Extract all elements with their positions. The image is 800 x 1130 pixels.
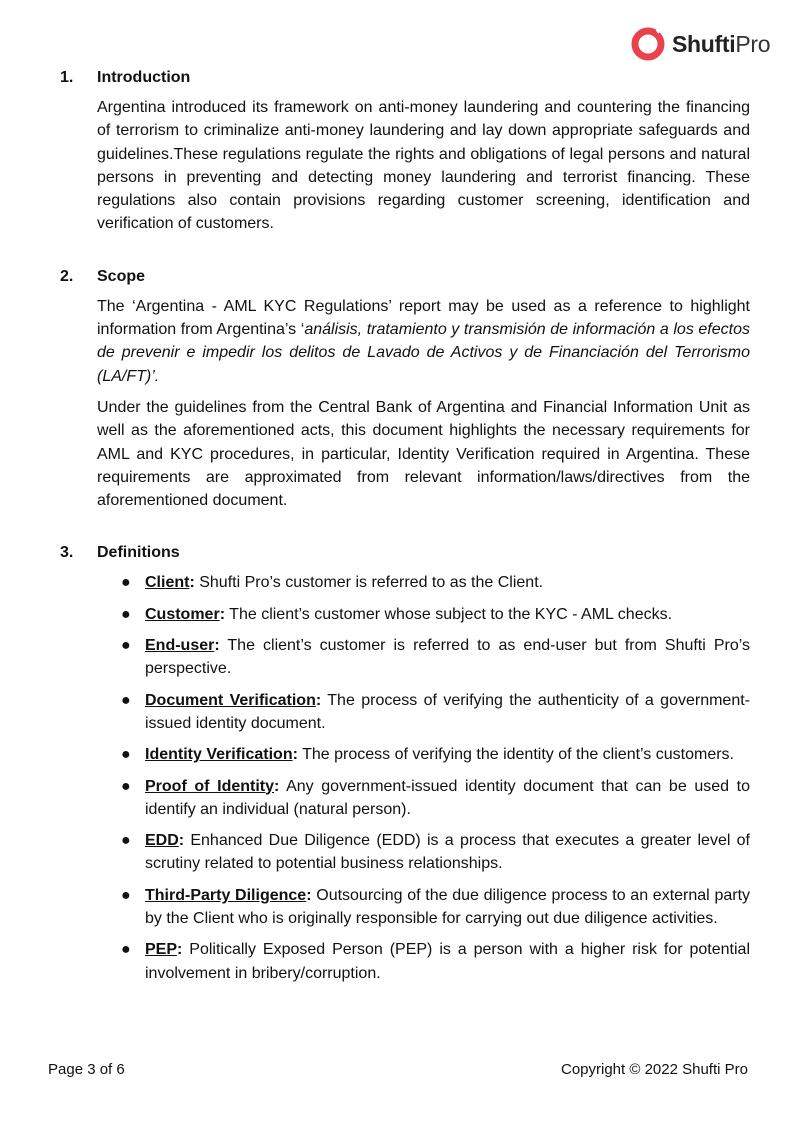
definitions-list <box>97 571 750 984</box>
section-heading <box>60 542 750 564</box>
intro-paragraph: Argentina introduced its framework on anti-money laundering and countering the financing of terrorism to criminalize anti-money laundering and lay down appropriate safeguards and guidelines.These regulations regulate the rights and obligations of legal persons and natural persons in preventing and detecting money laundering and terrorist financing. These regulations also contain provisions regarding customer screening, identification and verification of customers. <box>97 99 750 233</box>
logo-wordmark: ShuftiPro <box>672 30 771 57</box>
section-title: Scope <box>97 267 146 285</box>
scope-paragraph-1: The ‘Argentina - AML KYC Regulations’ report may be used as a reference to highlight information from Argentina’s ‘análisis, tratamiento y transmisión de información a los efectos de prevenir e impedir los delitos de Lavado de Activos y de Financiación del Terrorismo (LA/FT)’. <box>97 297 750 385</box>
section-introduction <box>60 67 750 236</box>
section-heading <box>60 67 750 89</box>
definition-term: Third-Party Diligence <box>145 886 307 904</box>
section-scope <box>60 266 750 513</box>
section-definitions <box>60 542 750 984</box>
shufti-pro-logo-icon <box>630 26 666 62</box>
definition-item: ● Document Verification: The process of verifying the authenticity of a government-issued identity document. <box>121 691 751 732</box>
definition-term: Identity Verification <box>145 746 293 764</box>
section-number: 1. <box>60 69 74 86</box>
section-title: Introduction <box>97 69 191 86</box>
page-footer <box>48 1061 748 1078</box>
section-number: 2. <box>60 267 74 285</box>
definition-item: ● Third-Party Diligence: Outsourcing of the due diligence process to an external party by the Client who is originally responsible for carrying out due diligence activities. <box>121 886 751 928</box>
shufti-pro-logo <box>630 22 770 66</box>
definition-term: Document Verification <box>145 691 316 709</box>
definition-item: ● Identity Verification: The process of verifying the identity of the client’s customers. <box>121 746 734 764</box>
definition-term: End-user <box>145 637 215 655</box>
definition-term: Proof of Identity <box>145 777 275 795</box>
scope-paragraph-2: Under the guidelines from the Central Bank of Argentina and Financial Information Unit as well as the aforementioned acts, this document highlights the necessary requirements for AML and KYC procedures, in particular, Identity Verification required in Argentina. These requirements are approximated from relevant information/laws/directives from the aforementioned document. <box>97 398 750 510</box>
definition-item: ● End-user: The client’s customer is referred to as end-user but from Shufti Pro’s perspective. <box>121 637 750 678</box>
definition-item: ● Proof of Identity: Any government-issued identity document that can be used to identify an individual (natural person). <box>121 777 751 818</box>
definition-item: ● EDD: Enhanced Due Diligence (EDD) is a process that executes a greater level of scrutiny related to potential business relationships. <box>121 832 750 873</box>
section-title: Definitions <box>97 544 180 562</box>
definition-term: Client <box>145 574 190 592</box>
definition-term: PEP <box>145 941 178 959</box>
page-number: Page 3 of 6 <box>48 1061 125 1078</box>
copyright-notice: Copyright © 2022 Shufti Pro <box>561 1061 748 1078</box>
definition-item: ● Client: Shufti Pro’s customer is referred to as the Client. <box>121 574 544 592</box>
section-heading <box>60 266 750 288</box>
definition-item: ● PEP: Politically Exposed Person (PEP) is a person with a higher risk for potential involvement in bribery/corruption. <box>121 941 750 982</box>
definition-item: ● Customer: The client’s customer whose subject to the KYC - AML checks. <box>121 605 673 623</box>
document-body <box>60 67 750 1003</box>
section-number: 3. <box>60 544 74 562</box>
legal-title-italic: análisis, tratamiento y transmisión de información a los efectos de prevenir e impedir los delitos de Lavado de Activos y de Financiación del Terrorismo (LA/FT)’. <box>97 321 750 385</box>
definition-term: EDD <box>145 832 179 850</box>
definition-term: Customer <box>145 605 220 623</box>
